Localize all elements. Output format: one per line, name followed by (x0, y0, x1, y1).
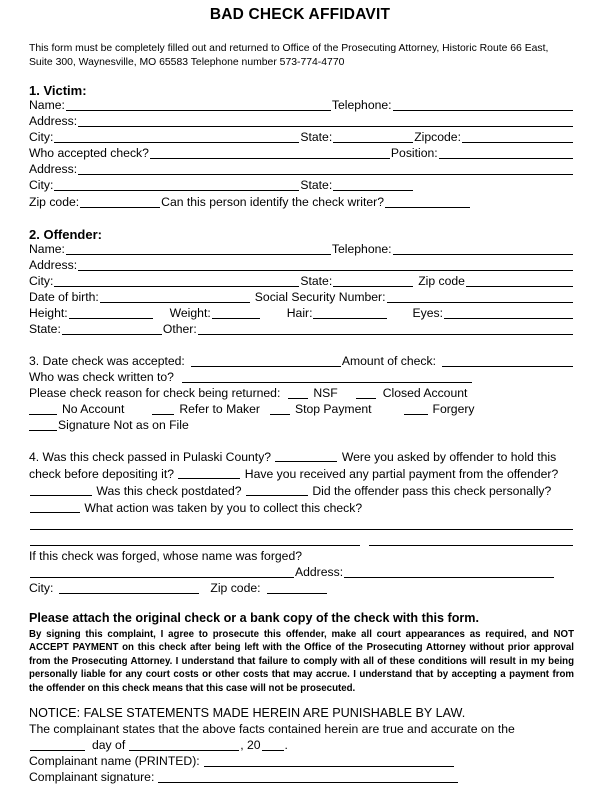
label: No Account (62, 402, 125, 416)
partial-payment-answer[interactable] (30, 485, 92, 496)
offender-heading: 2. Offender: (29, 227, 102, 242)
collect-line-2 (29, 533, 574, 548)
label: State: (29, 322, 61, 336)
victim-address2-row (29, 162, 574, 177)
label: Complainant name (PRINTED): (29, 754, 200, 768)
label: Amount of check: (341, 354, 436, 368)
label: Address: (29, 162, 78, 176)
collect-action-field-3[interactable] (369, 534, 573, 546)
complainant-signature-row (29, 770, 574, 785)
label: Zipcode: (414, 130, 461, 144)
forged-city-row (29, 581, 574, 596)
offender-name-field[interactable] (66, 243, 331, 255)
accepted-zip-field[interactable] (80, 196, 160, 208)
offender-name-row (29, 242, 574, 257)
victim-name-row (29, 98, 574, 113)
label: Hair: (286, 306, 313, 320)
notice-text: NOTICE: FALSE STATEMENTS MADE HEREIN ARE PUNISHABLE BY LAW. (29, 706, 466, 720)
accepted-city-field[interactable] (54, 179, 299, 191)
victim-city2-row (29, 178, 574, 193)
month-field[interactable] (129, 739, 239, 751)
ssn-field[interactable] (387, 291, 573, 303)
year-field[interactable] (262, 739, 284, 751)
pulaski-question: 4. Was this check passed in Pulaski County? (29, 450, 272, 464)
offender-city-row (29, 274, 574, 289)
license-state-field[interactable] (62, 323, 162, 335)
label: State: (300, 130, 333, 144)
forged-address-field[interactable] (344, 566, 554, 578)
partial-payment-question: Have you received any partial payment from the offender? (244, 467, 559, 481)
forgery-checkbox[interactable] (404, 403, 428, 415)
closed-account-checkbox[interactable] (356, 387, 376, 399)
label: Address: (29, 258, 78, 272)
forged-zip-field[interactable] (267, 582, 327, 594)
intro-text: This form must be completely filled out and returned to Office of the Prosecuting Attorney, Historic Route 66 East, Suite 300, Waynesville, MO 65583 Telephone number 573-774-4770 (29, 43, 549, 68)
identify-field[interactable] (385, 196, 470, 208)
offender-dob-row (29, 290, 574, 305)
label: 3. Date check was accepted: (29, 354, 185, 368)
label: Please check reason for check being returned: (29, 386, 281, 400)
label: Zip code: (210, 581, 261, 595)
complainant-states-row (29, 722, 574, 737)
offender-address-field[interactable] (78, 259, 573, 271)
label: Address: (295, 565, 344, 579)
label: Telephone: (331, 98, 392, 112)
stop-payment-checkbox[interactable] (270, 403, 290, 415)
victim-address-field[interactable] (78, 115, 573, 127)
label: City: (29, 130, 54, 144)
offender-zip-field[interactable] (466, 275, 573, 287)
signature-field[interactable] (158, 771, 458, 783)
victim-zip-field[interactable] (462, 131, 573, 143)
victim-name-field[interactable] (66, 99, 331, 111)
label: Forgery (432, 402, 475, 416)
victim-city-row (29, 130, 574, 145)
collect-action-question: What action was taken by you to collect this check? (84, 501, 363, 515)
label: Name: (29, 242, 65, 256)
label: If this check was forged, whose name was forged? (29, 549, 303, 563)
accepted-state-field[interactable] (333, 179, 413, 191)
printed-name-field[interactable] (204, 755, 454, 767)
complainant-printed-row (29, 754, 574, 769)
date-accepted-row (29, 354, 574, 369)
label: City: (29, 581, 54, 595)
label: Weight: (169, 306, 211, 320)
accepted-address-field[interactable] (78, 163, 573, 175)
other-field[interactable] (198, 323, 573, 335)
offender-state-field[interactable] (333, 275, 413, 287)
label: Date of birth: (29, 290, 99, 304)
label: The complainant states that the above facts contained herein are true and accurate on the (29, 722, 515, 736)
complainant-date-row (29, 738, 574, 753)
label: Social Security Number: (254, 290, 386, 304)
reason-row-3 (29, 418, 574, 433)
section4-questions (29, 449, 574, 517)
label: Stop Payment (294, 402, 372, 416)
hold-question: Were you asked by offender to hold this check before depositing it? (29, 450, 557, 481)
label: Who accepted check? (29, 146, 149, 160)
collect-line-1 (29, 517, 574, 532)
label: . (284, 738, 288, 752)
weight-field[interactable] (212, 307, 260, 319)
label: Height: (29, 306, 68, 320)
attach-instruction: Please attach the original check or a bank copy of the check with this form. (29, 611, 479, 625)
height-field[interactable] (69, 307, 153, 319)
forged-address-row (29, 565, 574, 580)
pulaski-answer[interactable] (275, 451, 337, 462)
victim-state-field[interactable] (333, 131, 413, 143)
victim-accepted-row (29, 146, 574, 161)
offender-telephone-field[interactable] (393, 243, 573, 255)
label: Who was check written to? (29, 370, 174, 384)
label: NSF (313, 386, 338, 400)
label: Eyes: (412, 306, 443, 320)
dob-field[interactable] (100, 291, 250, 303)
victim-telephone-field[interactable] (393, 99, 573, 111)
label: Refer to Maker (179, 402, 260, 416)
victim-heading: 1. Victim: (29, 83, 87, 98)
collect-action-field-2[interactable] (30, 534, 360, 546)
label: Position: (390, 146, 438, 160)
offender-other-row (29, 322, 574, 337)
offender-city-field[interactable] (54, 275, 299, 287)
offender-physical-row (29, 306, 574, 321)
form-title: BAD CHECK AFFIDAVIT (209, 6, 391, 23)
nsf-checkbox[interactable] (288, 387, 308, 399)
offender-address-row (29, 258, 574, 273)
personally-answer[interactable] (30, 502, 80, 513)
eyes-field[interactable] (444, 307, 573, 319)
label: Signature Not as on File (58, 418, 189, 432)
label: State: (300, 178, 333, 192)
label: Name: (29, 98, 65, 112)
label: Telephone: (331, 242, 392, 256)
victim-address-row (29, 114, 574, 129)
label: Zip code: (29, 195, 80, 209)
label: Closed Account (382, 386, 468, 400)
postdated-answer[interactable] (246, 485, 308, 496)
amount-field[interactable] (442, 355, 573, 367)
label: Other: (162, 322, 197, 336)
hair-field[interactable] (313, 307, 387, 319)
victim-identify-row (29, 195, 574, 210)
postdated-question: Was this check postdated? (96, 484, 242, 498)
reason-row-2 (29, 402, 574, 417)
refer-to-maker-checkbox[interactable] (152, 403, 174, 415)
label: day of (92, 738, 126, 752)
label: Address: (29, 114, 78, 128)
label: City: (29, 178, 54, 192)
forged-row (29, 549, 574, 564)
reason-row (29, 386, 574, 401)
label: , 20 (240, 738, 261, 752)
label: Zip code (418, 274, 465, 288)
accepted-by-field[interactable] (150, 147, 390, 159)
forged-name-field[interactable] (30, 566, 294, 578)
position-field[interactable] (439, 147, 573, 159)
no-account-checkbox[interactable] (29, 403, 57, 415)
signature-not-on-file-checkbox[interactable] (29, 419, 57, 431)
label: Can this person identify the check writer? (161, 195, 385, 209)
date-accepted-field[interactable] (191, 355, 341, 367)
collect-action-field[interactable] (30, 518, 573, 530)
day-field[interactable] (30, 739, 85, 751)
label: Complainant signature: (29, 770, 155, 784)
label: State: (300, 274, 333, 288)
personally-question: Did the offender pass this check personally? (312, 484, 552, 498)
legal-statement: By signing this complaint, I agree to prosecute this offender, make all court appearances as required, and NOT ACCEPT PAYMENT on this check after being left with the Office of the Prosecuting Attorney without prior approval from the Prosecuting Attorney. I understand that failure to comply with all of these conditions will result in my being personally liable for any court costs or other costs that may accrue. I understand that by accepting a payment from the offender on this check means that this case will not be prosecuted. (29, 629, 574, 694)
victim-city-field[interactable] (54, 131, 299, 143)
written-to-row (29, 370, 574, 385)
written-to-field[interactable] (182, 371, 472, 383)
forged-city-field[interactable] (59, 582, 199, 594)
hold-answer[interactable] (178, 468, 240, 479)
label: City: (29, 274, 54, 288)
